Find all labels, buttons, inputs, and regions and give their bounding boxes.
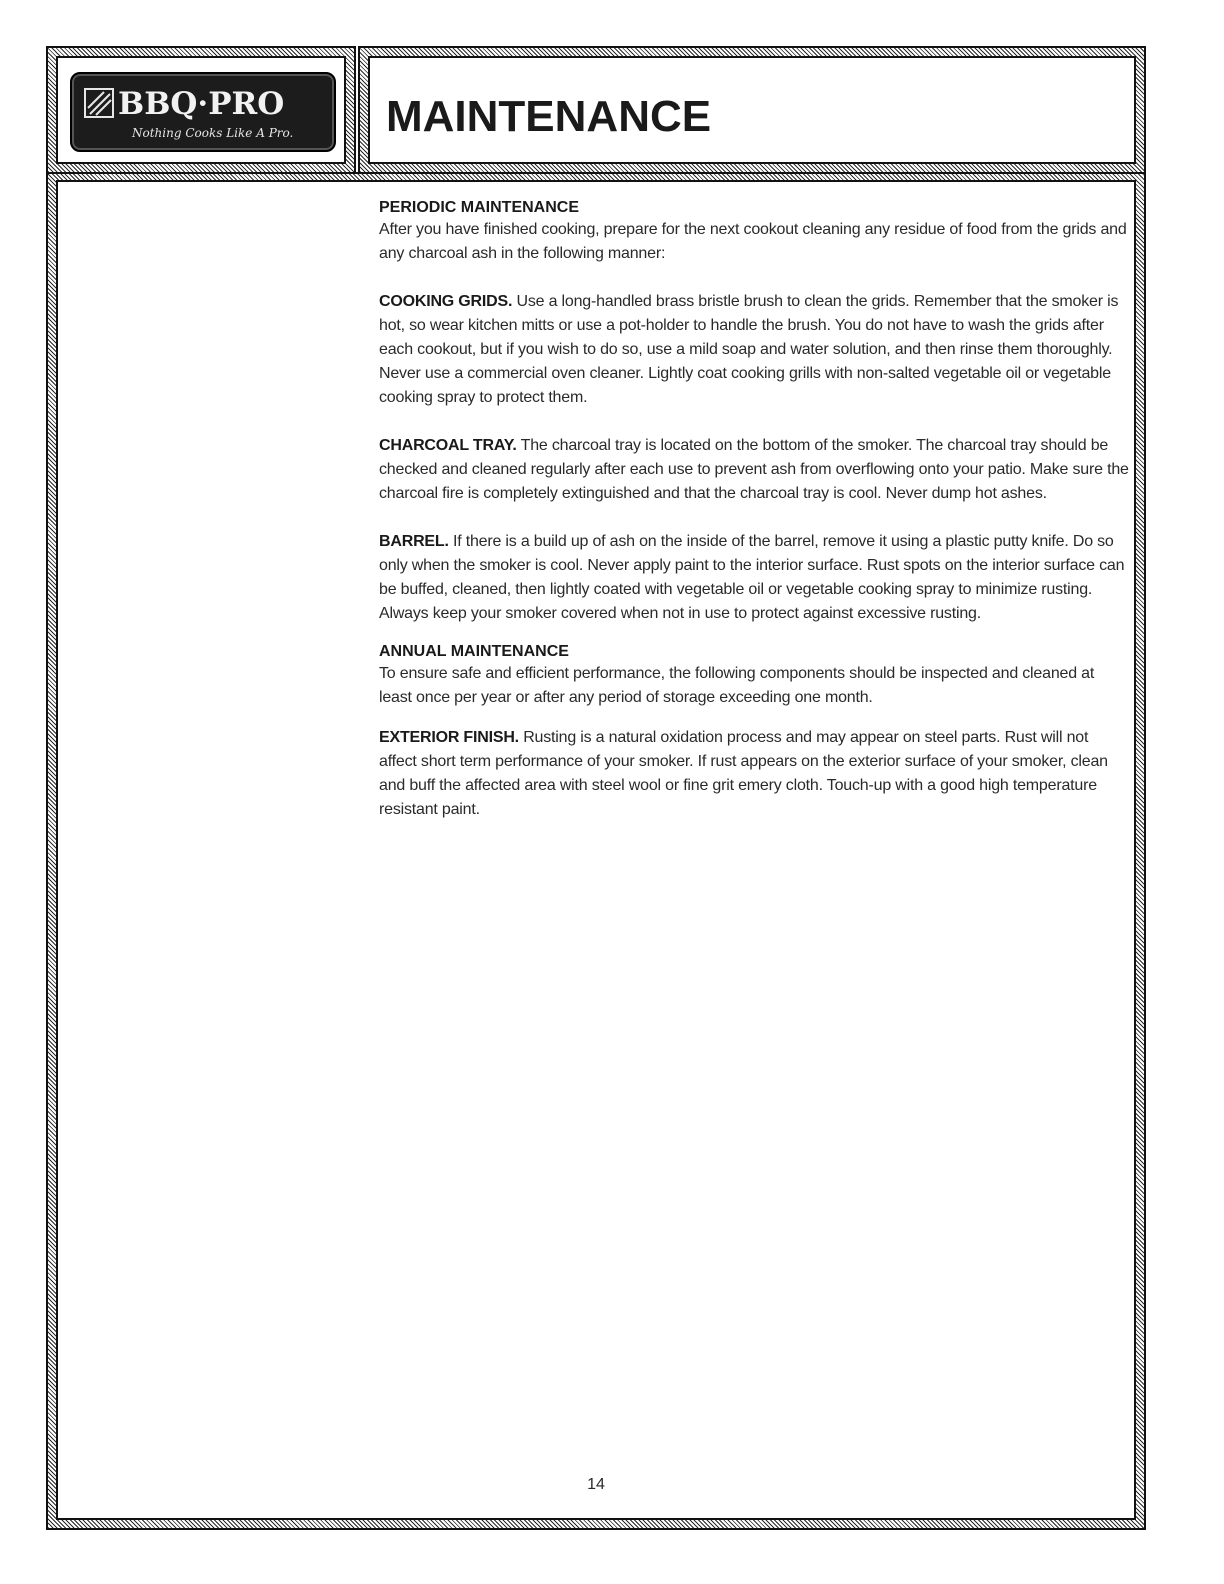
exterior-finish-lead: EXTERIOR FINISH. bbox=[379, 729, 519, 746]
charcoal-tray-lead: CHARCOAL TRAY. bbox=[379, 437, 517, 454]
cooking-grids-lead: COOKING GRIDS. bbox=[379, 293, 513, 310]
cooking-grids-paragraph bbox=[379, 290, 1129, 410]
page-title: MAINTENANCE bbox=[386, 92, 712, 141]
periodic-maintenance-intro: After you have finished cooking, prepare for the next cookout cleaning any residue of food from the grids and any charcoal ash in the following manner: bbox=[379, 221, 1127, 262]
body-frame-inner bbox=[56, 180, 1136, 1520]
maintenance-content bbox=[379, 198, 1129, 822]
cooking-grids-text: Use a long-handled brass bristle brush to clean the grids. Remember that the smoker is hot, so wear kitchen mitts or use a pot-holder to handle the brush. You do not have to wash the grids after each cookout, but if you wish to do so, use a mild soap and water solution, and then rinse them thoroughly. Never use a commercial oven cleaner. Lightly coat cooking grills with non-salted vegetable oil or vegetable cooking spray to protect them. bbox=[379, 293, 1119, 406]
barrel-text: If there is a build up of ash on the inside of the barrel, remove it using a plastic putty knife. Do so only when the smoker is cool. Never apply paint to the interior surface. Rust spots on the interior surface can be buffed, cleaned, then lightly coated with vegetable oil or vegetable cooking spray to minimize rusting. Always keep your smoker covered when not in use to protect against excessive rusting. bbox=[379, 533, 1125, 622]
charcoal-tray-paragraph bbox=[379, 434, 1129, 506]
title-frame bbox=[358, 46, 1146, 174]
periodic-maintenance-heading: PERIODIC MAINTENANCE bbox=[379, 199, 580, 216]
body-frame bbox=[46, 172, 1146, 1530]
barrel-paragraph bbox=[379, 530, 1129, 626]
exterior-finish-paragraph bbox=[379, 726, 1129, 822]
exterior-finish-text: Rusting is a natural oxidation process and may appear on steel parts. Rust will not affect short term performance of your smoker. If rust appears on the exterior surface of your smoker, clean and buff the affected area with steel wool or fine grit emery cloth. Touch-up with a good high temperature resistant paint. bbox=[379, 729, 1108, 818]
barrel-lead: BARREL. bbox=[379, 533, 449, 550]
charcoal-tray-text: The charcoal tray is located on the bottom of the smoker. The charcoal tray should be checked and cleaned regularly after each use to prevent ash from overflowing onto your patio. Make sure the charcoal fire is completely extinguished and that the charcoal tray is cool. Never dump hot ashes. bbox=[379, 437, 1129, 502]
grill-slash-icon bbox=[84, 88, 114, 118]
brand-logo bbox=[70, 72, 336, 152]
logo-frame-inner bbox=[56, 56, 346, 164]
page-number: 14 bbox=[587, 1476, 605, 1493]
annual-maintenance-intro: To ensure safe and efficient performance, the following components should be inspected and cleaned at least once per year or after any period of storage exceeding one month. bbox=[379, 665, 1095, 706]
brand-name: BBQ·PRO bbox=[118, 86, 285, 122]
brand-tagline: Nothing Cooks Like A Pro. bbox=[132, 126, 294, 140]
logo-frame bbox=[46, 46, 356, 174]
annual-maintenance-heading: ANNUAL MAINTENANCE bbox=[379, 643, 569, 660]
title-frame-inner bbox=[368, 56, 1136, 164]
